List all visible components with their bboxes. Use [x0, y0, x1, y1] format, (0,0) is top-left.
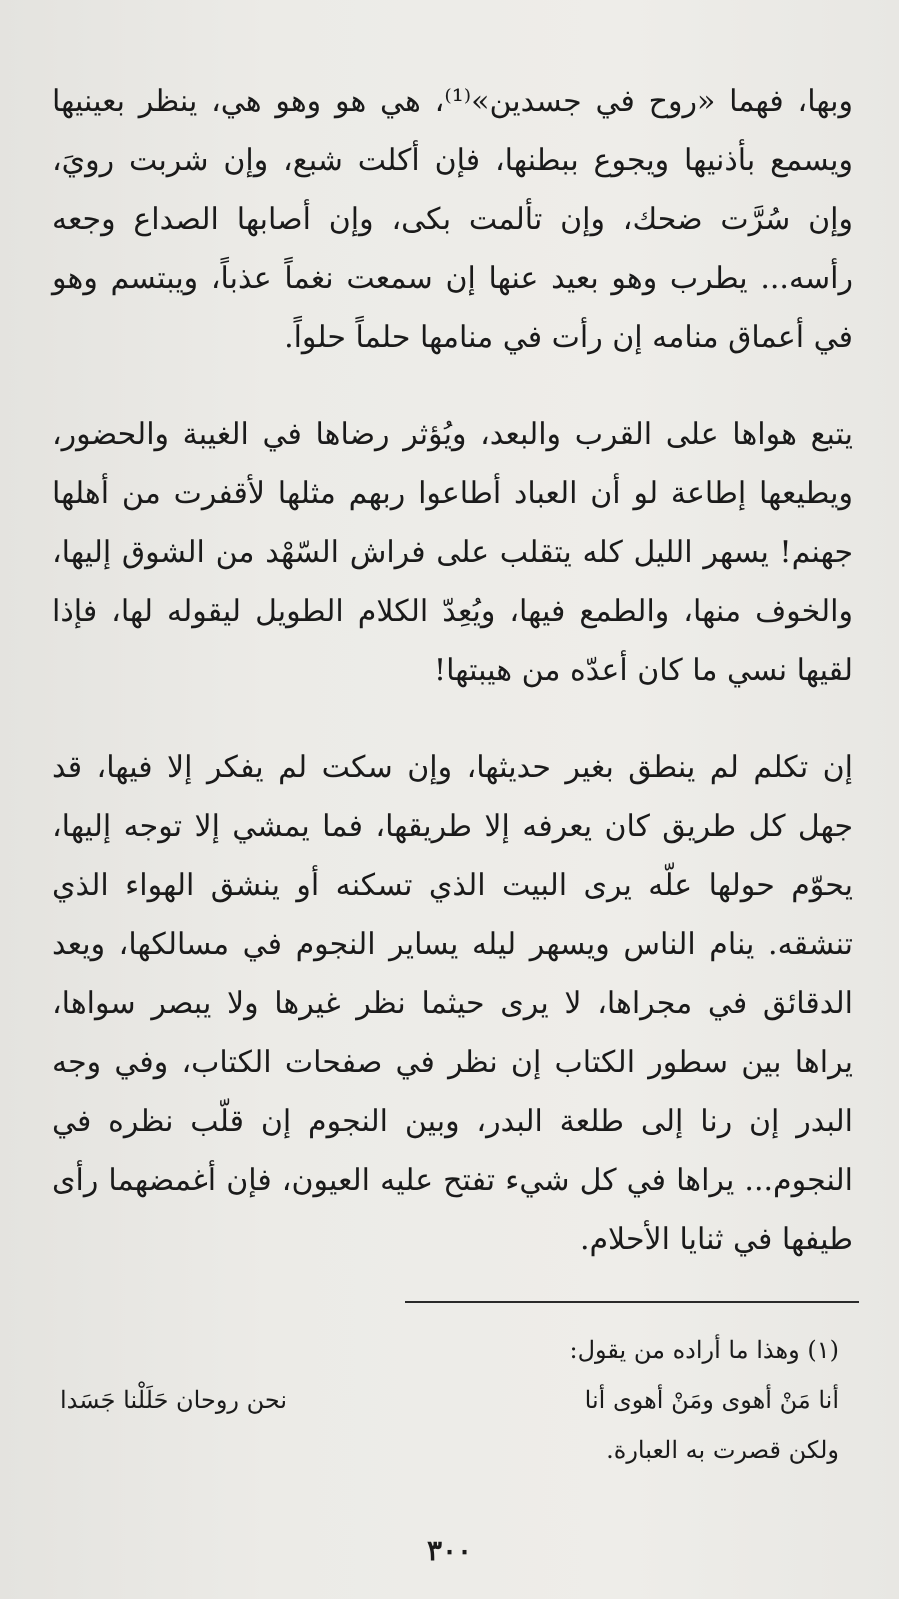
footnote-intro: (١) وهذا ما أراده من يقول:	[569, 1336, 839, 1364]
paragraph-gap	[52, 367, 853, 405]
verse-second-hemistich: نحن روحان حَلَلْنا جَسَدا	[60, 1386, 288, 1414]
paragraph-2: يتبع هواها على القرب والبعد، ويُؤثر رضاها في الغيبة والحضور، ويطيعها إطاعة لو أن العباد أطاعوا ربهم مثلها لأقفرت من أهلها جهنم! يسهر الليل كله يتقلب على فراش السّهْد من الشوق إليها، والخوف منها، والطمع فيها، ويُعِدّ الكلام الطويل ليقوله لها، فإذا لقيها نسي ما كان أعدّه من هيبتها!	[52, 417, 853, 688]
footnote	[60, 1325, 839, 1475]
footnote-verse	[60, 1375, 839, 1425]
paragraph-gap	[52, 700, 853, 738]
paragraph-1: وبها، فهما «روح في جسدين»⁽¹⁾، هي هو وهو هي، ينظر بعينيها ويسمع بأذنيها ويجوع ببطنها، فإن أكلت شبع، وإن شربت رويَ، وإن سُرَّت ضحك، وإن تألمت بكى، وإن أصابها الصداع وجعه رأسه... يطرب وهو بعيد عنها إن سمعت نغماً عذباً، ويبتسم وهو في أعماق منامه إن رأت في منامها حلماً حلواً.	[52, 84, 853, 355]
main-text	[52, 72, 853, 1269]
footnote-separator	[405, 1301, 859, 1303]
paragraph-3: إن تكلم لم ينطق بغير حديثها، وإن سكت لم يفكر إلا فيها، قد جهل كل طريق كان يعرفه إلا طريقها، فما يمشي إلا توجه إليها، يحوّم حولها علّه يرى البيت الذي تسكنه أو ينشق الهواء الذي تنشقه. ينام الناس ويسهر ليله يساير النجوم في مسالكها، ويعد الدقائق في مجراها، لا يرى حيثما نظر غيرها ولا يبصر سواها، يراها بين سطور الكتاب إن نظر في صفحات الكتاب، وفي وجه البدر إن رنا إلى طلعة البدر، وبين النجوم إن قلّب نظره في النجوم... يراها في كل شيء تفتح عليه العيون، فإن أغمضهما رأى طيفها في ثنايا الأحلام.	[52, 750, 853, 1257]
verse-first-hemistich: أنا مَنْ أهوى ومَنْ أهوى أنا	[584, 1386, 839, 1414]
page-number: ٣٠٠	[426, 1534, 473, 1567]
footnote-closing: ولكن قصرت به العبارة.	[606, 1436, 839, 1464]
